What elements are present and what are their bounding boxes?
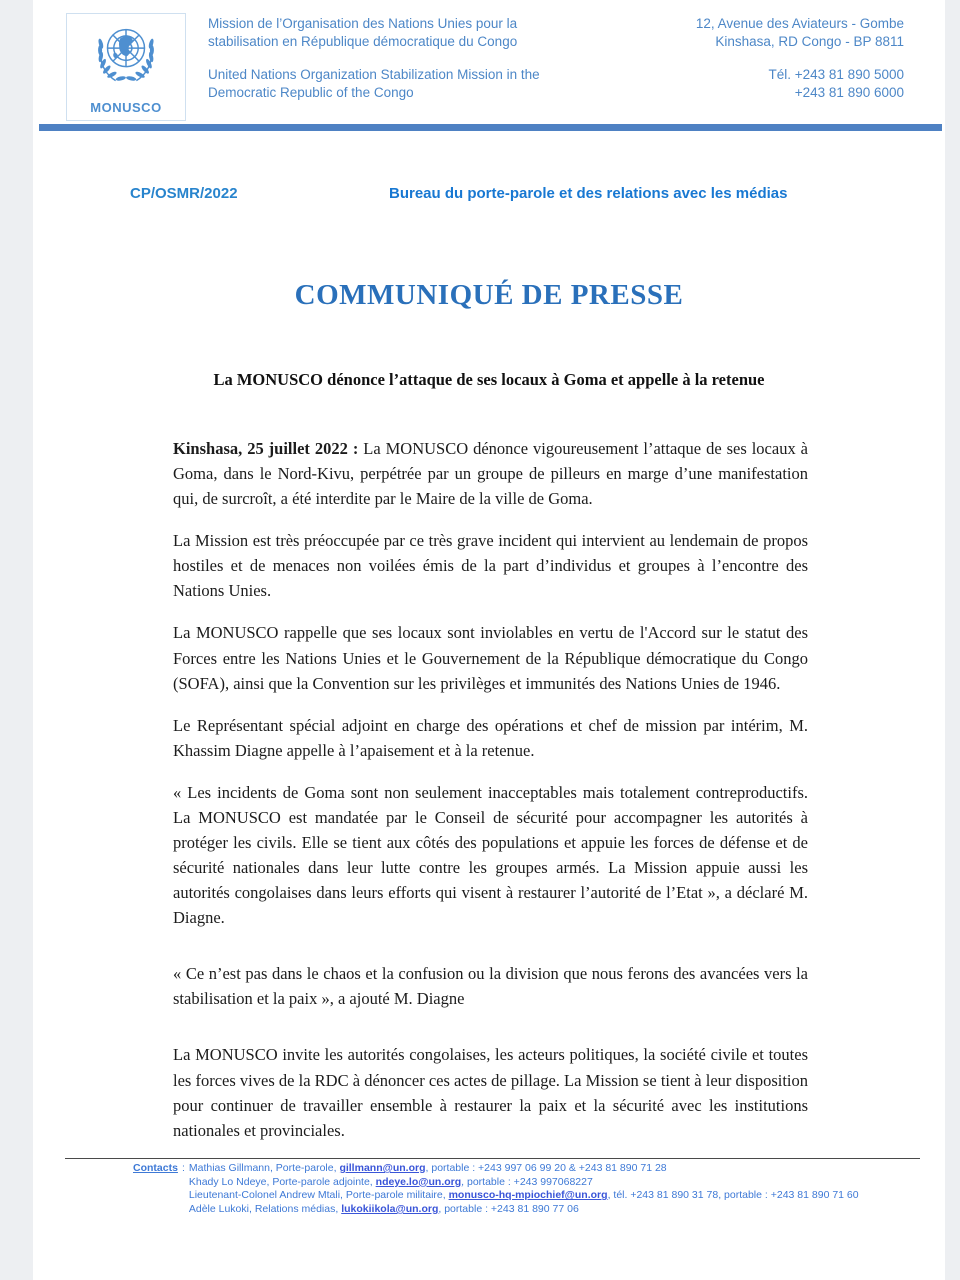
email-link-gillmann[interactable]: gillmann@un.org <box>339 1162 426 1174</box>
paragraph-1: Kinshasa, 25 juillet 2022 : La MONUSCO dénonce vigoureusement l’attaque de ses locaux à Goma, dans le Nord-Kivu, perpétrée par un groupe de pilleurs en marge d’une manifestation qui, de surcroît, a été interdite par le Maire de la ville de Goma. <box>173 439 808 509</box>
mission-name-block <box>208 15 578 102</box>
un-emblem-icon <box>85 20 167 99</box>
paragraph-4: Le Représentant spécial adjoint en charge des opérations et chef de mission par intérim, M. Khassim Diagne appelle à l’apaisement et à la retenue. <box>173 715 808 760</box>
address-block <box>696 15 904 102</box>
bureau-label: Bureau du porte-parole et des relations avec les médias <box>389 185 788 202</box>
mission-name-en: United Nations Organization Stabilization Mission in the Democratic Republic of the Congo <box>208 67 540 101</box>
contacts-label: Contacts <box>133 1162 178 1174</box>
contacts-separator: : <box>181 1162 185 1174</box>
address-line-2: Kinshasa, RD Congo - BP 8811 <box>715 34 904 50</box>
dateline: Kinshasa, 25 juillet 2022 : <box>173 439 359 458</box>
press-release-page <box>33 0 945 1280</box>
email-link-mtali[interactable]: monusco-hq-mpiochief@un.org <box>448 1189 608 1202</box>
contacts-footer <box>33 1158 945 1217</box>
email-link-ndeye[interactable]: ndeye.lo@un.org <box>375 1175 462 1188</box>
paragraph-7: La MONUSCO invite les autorités congolaises, les acteurs politiques, la société civile et toutes les forces vives de la RDC à dénoncer ces actes de pillage. La Mission se tient à leur disposition pour continuer de travailler ensemble à restaurer la paix et la sécurité avec les institutions nationales et provinciales. <box>173 1045 808 1140</box>
press-release-subtitle: La MONUSCO dénonce l’attaque de ses locaux à Goma et appelle à la retenue <box>213 370 765 389</box>
contact-line-1: Mathias Gillmann, Porte-parole, gillmann@un.org, portable : +243 997 06 99 20 & +243 81 890 71 28 <box>188 1162 667 1174</box>
paragraph-5-quote: « Les incidents de Goma sont non seulement inacceptables mais totalement contreproductifs. La MONUSCO est mandatée par le Conseil de sécurité pour accompagner les autorités à protéger les civils. Elle se tient aux côtés des populations et appuie les forces de défense et de sécurité nationales dans leur lutte contre les groupes armés. La Mission appuie aussi les autorités congolaises dans leurs efforts qui visent à restaurer l’autorité de l’Etat », a déclaré M. Diagne. <box>173 782 808 928</box>
document-reference: CP/OSMR/2022 <box>130 185 238 202</box>
press-release-body <box>173 436 808 1143</box>
paragraph-2: La Mission est très préoccupée par ce très grave incident qui intervient au lendemain de propos hostiles et de menaces non voilées émis de la part d’individus et groupes à l’encontre des Nations Unies. <box>173 531 808 601</box>
email-link-lukoki[interactable]: lukokiikola@un.org <box>341 1202 439 1215</box>
paragraph-3: La MONUSCO rappelle que ses locaux sont inviolables en vertu de l'Accord sur le statut des Forces entre les Nations Unies et le Gouvernement de la République démocratique du Congo (SOFA), ainsi que la Convention sur les privilèges et immunités des Nations Unies de 1946. <box>173 623 808 693</box>
monusco-logo <box>66 13 186 121</box>
mission-name-fr: Mission de l’Organisation des Nations Unies pour la stabilisation en République démocratique du Congo <box>208 16 518 50</box>
monusco-logo-caption: MONUSCO <box>90 99 162 115</box>
header-divider-rule <box>39 124 942 131</box>
contact-lines <box>189 1162 859 1217</box>
contact-line-3: Lieutenant-Colonel Andrew Mtali, Porte-parole militaire, monusco-hq-mpiochief@un.org, tél. +243 81 890 31 78, portable : +243 81 890 71 60 <box>188 1189 859 1202</box>
page-title: COMMUNIQUÉ DE PRESSE <box>294 279 684 311</box>
contact-line-4: Adèle Lukoki, Relations médias, lukokiikola@un.org, portable : +243 81 890 77 06 <box>188 1202 579 1215</box>
address-line-1: 12, Avenue des Aviateurs - Gombe <box>695 16 904 31</box>
footer-divider-rule <box>65 1158 920 1159</box>
phone-line-1: Tél. +243 81 890 5000 <box>768 67 904 83</box>
reference-row <box>33 185 945 205</box>
letterhead <box>33 0 945 124</box>
phone-line-2: +243 81 890 6000 <box>794 85 904 101</box>
paragraph-6-quote: « Ce n’est pas dans le chaos et la confusion ou la division que nous ferons des avancées vers la stabilisation et la paix », a ajouté M. Diagne <box>173 964 808 1009</box>
contact-line-2: Khady Lo Ndeye, Porte-parole adjointe, ndeye.lo@un.org, portable : +243 997068227 <box>188 1175 593 1188</box>
